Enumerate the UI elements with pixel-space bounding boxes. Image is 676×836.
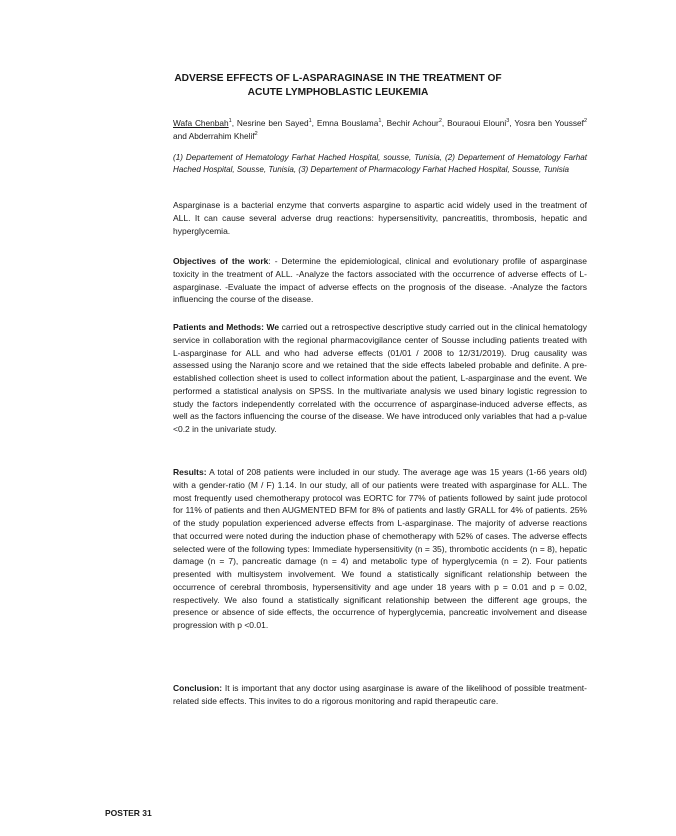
poster-number: POSTER 31	[105, 808, 152, 818]
author-name: , Bouraoui Elouni	[441, 118, 507, 128]
author-list	[173, 117, 587, 142]
results-section	[173, 466, 587, 632]
conclusion-section	[173, 682, 587, 708]
author-name: , Yosra ben Youssef	[509, 118, 584, 128]
affiliations: (1) Departement of Hematology Farhat Hached Hospital, sousse, Tunisia, (2) Departement of Hematology Farhat Hached Hospital, Sousse, Tunisia, (3) Departement of Pharmacology Farhat Hached Hospital, Sousse, Tunisia	[173, 153, 587, 174]
paper-title: ADVERSE EFFECTS OF L-ASPARAGINASE IN THE TREATMENT OF ACUTE LYMPHOBLASTIC LEUKEMIA	[174, 73, 502, 98]
author-name: , Emna Bouslama	[311, 118, 379, 128]
affil-mark: 1	[378, 118, 382, 125]
affil-mark: 3	[506, 118, 510, 125]
affil-mark: 1	[308, 118, 312, 125]
section-text: It is important that any doctor using asarginase is aware of the likelihood of possible treatment-related side effects. This invites to do a rigorous monitoring and rapid therapeutic care.	[173, 683, 587, 706]
affil-mark: 2	[438, 118, 442, 125]
section-text: A total of 208 patients were included in our study. The average age was 15 years (1-66 years old) with a gender-ratio (M / F) 1.14. In our study, all of our patients were treated with asparginase for ALL. The most frequently used chemotherapy protocol was EORTC for 77% of patients followed by saint jude protocol for 11% of patients and then AUGMENTED BFM for 8% of patients and lastly GRALL for 4% of patients. 25% of the study population experienced adverse effects from L-asparginase. The majority of adverse reactions that occurred were noted during the induction phase of chemotherapy with 52% of cases. The adverse effects selected were of the following types: Immediate hypersensitivity (n = 35), thrombotic accidents (n = 8), hepatic damage (n = 7), pancreatic damage (n = 4) and metabolic type of hyperglycemia (n = 2). Four patients presented with multisystem involvement. We found a statistically significant relationship between the occurrence of cerebral thrombosis, hypersensitivity and age under 18 years with p = 0.01 and p = 0.02, respectively. We also found a statistically significant relationship between the different age groups, the presence or absence of side effects, the occurrence of hyperglycemia, pancreatic involvement and disease progression with p <0.01.	[173, 467, 587, 630]
section-text: : - Determine the epidemiological, clinical and evolutionary profile of asparginase toxicity in the treatment of ALL. -Analyze the factors associated with the occurrence of adverse effects of L-asparginase. -Evaluate the impact of adverse effects on the prognosis of the disease. -Analyze the factors influencing the course of the disease.	[173, 256, 588, 305]
affil-mark: 2	[254, 130, 258, 137]
first-author: Wafa Chenbah	[173, 118, 229, 128]
objectives-section	[173, 255, 587, 306]
section-heading: Results:	[173, 467, 207, 477]
section-heading: Conclusion:	[173, 683, 223, 693]
affil-mark: 1	[228, 118, 232, 125]
section-text: carried out a retrospective descriptive study carried out in the clinical hematology service in collaboration with the regional pharmacovigilance center of Sousse including patients treated with L-asparginase for ALL and who had adverse effects (01/01 / 2008 to 12/31/2019). Drug causality was assessed using the Naranjo score and we retained that the side effects labeled probable and definite. A pre-established collection sheet is used to collect information about the patient, L-asparginase and the event. We performed a statistical analysis on SPSS. In the multivariate analysis we used binary logistic regression to study the factors independently correlated with the occurrence of asparginase-induced adverse effects, as well as the factors influencing the course of the disease. We have introduced only variables that had a p-value <0.2 in the univariate study.	[173, 322, 587, 434]
author-name: and Abderrahim Khelif	[173, 130, 255, 141]
author-name: , Bechir Achour	[381, 118, 439, 128]
methods-section	[173, 321, 587, 436]
author-name: , Nesrine ben Sayed	[231, 118, 309, 128]
intro-paragraph: Asparginase is a bacterial enzyme that converts aspargine to aspartic acid widely used in the treatment of ALL. It can cause several adverse drug reactions: hypersensitivity, pancreatitis, thrombosis, hepatic and hyperglycemia.	[173, 200, 587, 236]
section-heading: Objectives of the work	[173, 256, 269, 266]
section-heading: Patients and Methods: We	[173, 322, 280, 332]
affil-mark: 2	[583, 118, 587, 125]
